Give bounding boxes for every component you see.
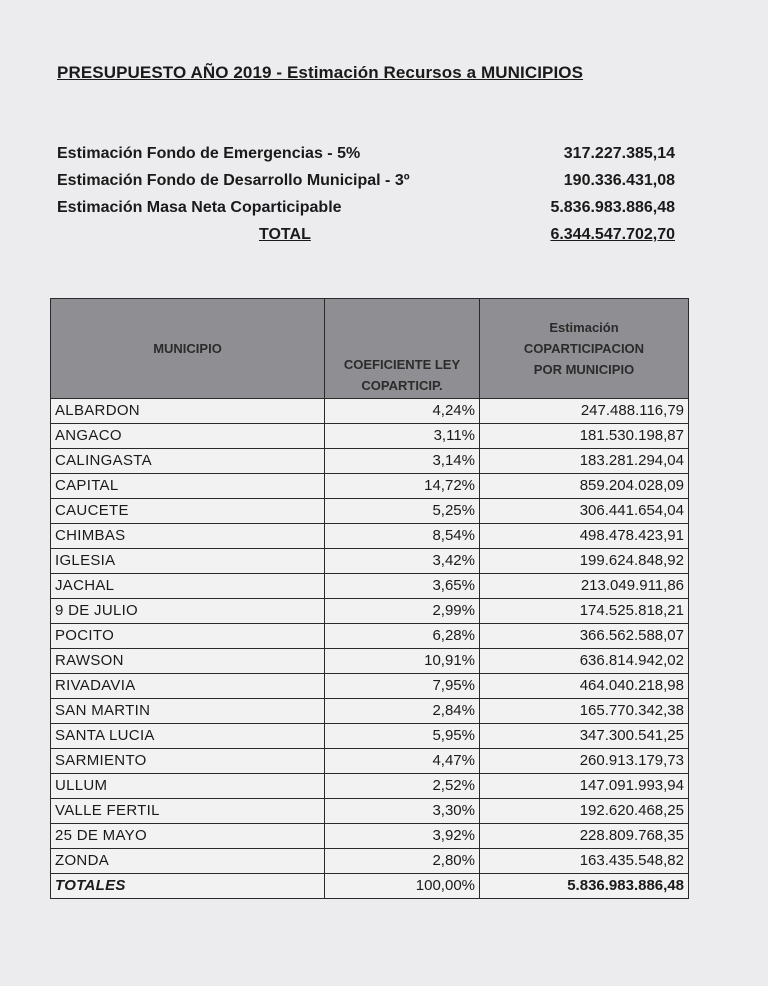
table-row (51, 849, 689, 874)
municipio-cell: CALINGASTA (51, 449, 325, 474)
summary-total-value: 6.344.547.702,70 (550, 226, 675, 243)
coeficiente-cell: 7,95% (325, 674, 480, 699)
table-row (51, 449, 689, 474)
monto-cell: 464.040.218,98 (480, 674, 689, 699)
summary-value: 190.336.431,08 (563, 172, 675, 189)
coeficiente-cell: 100,00% (325, 874, 480, 899)
summary-row-masa-neta (57, 199, 687, 223)
monto-cell: 859.204.028,09 (480, 474, 689, 499)
municipio-cell: ANGACO (51, 424, 325, 449)
totals-row (51, 874, 689, 899)
coeficiente-cell: 8,54% (325, 524, 480, 549)
summary-label: Estimación Masa Neta Coparticipable (57, 199, 342, 216)
monto-cell: 192.620.468,25 (480, 799, 689, 824)
monto-cell: 306.441.654,04 (480, 499, 689, 524)
table-row (51, 474, 689, 499)
coeficiente-cell: 4,24% (325, 399, 480, 424)
municipio-cell: ZONDA (51, 849, 325, 874)
coeficiente-cell: 3,11% (325, 424, 480, 449)
coeficiente-cell: 14,72% (325, 474, 480, 499)
table-row (51, 649, 689, 674)
header-municipio: MUNICIPIO (51, 299, 325, 399)
monto-cell: 636.814.942,02 (480, 649, 689, 674)
monto-cell: 165.770.342,38 (480, 699, 689, 724)
municipio-cell: 9 DE JULIO (51, 599, 325, 624)
summary-value: 5.836.983.886,48 (550, 199, 675, 216)
coeficiente-cell: 2,99% (325, 599, 480, 624)
monto-cell: 5.836.983.886,48 (480, 874, 689, 899)
table-row (51, 674, 689, 699)
table-row (51, 549, 689, 574)
coeficiente-cell: 6,28% (325, 624, 480, 649)
monto-cell: 228.809.768,35 (480, 824, 689, 849)
municipio-cell: SAN MARTIN (51, 699, 325, 724)
monto-cell: 181.530.198,87 (480, 424, 689, 449)
monto-cell: 247.488.116,79 (480, 399, 689, 424)
coeficiente-cell: 2,52% (325, 774, 480, 799)
monto-cell: 183.281.294,04 (480, 449, 689, 474)
coeficiente-cell: 3,65% (325, 574, 480, 599)
table-row (51, 799, 689, 824)
municipio-cell: 25 DE MAYO (51, 824, 325, 849)
coeficiente-cell: 5,25% (325, 499, 480, 524)
summary-total-label: TOTAL (259, 226, 311, 243)
table-header-row (51, 299, 689, 399)
monto-cell: 174.525.818,21 (480, 599, 689, 624)
municipio-cell: ULLUM (51, 774, 325, 799)
table-row (51, 699, 689, 724)
coeficiente-cell: 3,14% (325, 449, 480, 474)
municipio-cell: POCITO (51, 624, 325, 649)
municipio-cell: ALBARDON (51, 399, 325, 424)
monto-cell: 347.300.541,25 (480, 724, 689, 749)
monto-cell: 199.624.848,92 (480, 549, 689, 574)
municipios-table (50, 298, 689, 899)
municipio-cell: SARMIENTO (51, 749, 325, 774)
summary-label: Estimación Fondo de Desarrollo Municipal - 3º (57, 172, 410, 189)
coeficiente-cell: 2,80% (325, 849, 480, 874)
municipio-cell: IGLESIA (51, 549, 325, 574)
monto-cell: 260.913.179,73 (480, 749, 689, 774)
summary-row-total (57, 226, 687, 250)
summary-row-desarrollo (57, 172, 687, 196)
table-row (51, 624, 689, 649)
municipio-cell: JACHAL (51, 574, 325, 599)
table-row (51, 399, 689, 424)
coeficiente-cell: 3,92% (325, 824, 480, 849)
table-row (51, 749, 689, 774)
table-row (51, 524, 689, 549)
municipio-cell: CHIMBAS (51, 524, 325, 549)
page-title: PRESUPUESTO AÑO 2019 - Estimación Recursos a MUNICIPIOS (57, 63, 584, 82)
monto-cell: 163.435.548,82 (480, 849, 689, 874)
municipio-cell: TOTALES (51, 874, 325, 899)
monto-cell: 213.049.911,86 (480, 574, 689, 599)
municipio-cell: RAWSON (51, 649, 325, 674)
monto-cell: 147.091.993,94 (480, 774, 689, 799)
table-row (51, 599, 689, 624)
coeficiente-cell: 3,30% (325, 799, 480, 824)
municipio-cell: RIVADAVIA (51, 674, 325, 699)
table-row (51, 574, 689, 599)
coeficiente-cell: 3,42% (325, 549, 480, 574)
municipio-cell: VALLE FERTIL (51, 799, 325, 824)
table-row (51, 499, 689, 524)
coeficiente-cell: 10,91% (325, 649, 480, 674)
summary-row-emergencias (57, 145, 687, 169)
table-row (51, 774, 689, 799)
table-row (51, 424, 689, 449)
header-estimacion: Estimación COPARTICIPACION POR MUNICIPIO (480, 299, 689, 399)
coeficiente-cell: 2,84% (325, 699, 480, 724)
header-coeficiente: COEFICIENTE LEY COPARTICIP. (325, 299, 480, 399)
municipio-cell: CAUCETE (51, 499, 325, 524)
coeficiente-cell: 4,47% (325, 749, 480, 774)
municipio-cell: CAPITAL (51, 474, 325, 499)
table-row (51, 724, 689, 749)
monto-cell: 498.478.423,91 (480, 524, 689, 549)
monto-cell: 366.562.588,07 (480, 624, 689, 649)
summary-label: Estimación Fondo de Emergencias - 5% (57, 145, 361, 162)
summary-value: 317.227.385,14 (563, 145, 675, 162)
coeficiente-cell: 5,95% (325, 724, 480, 749)
municipio-cell: SANTA LUCIA (51, 724, 325, 749)
table-row (51, 824, 689, 849)
